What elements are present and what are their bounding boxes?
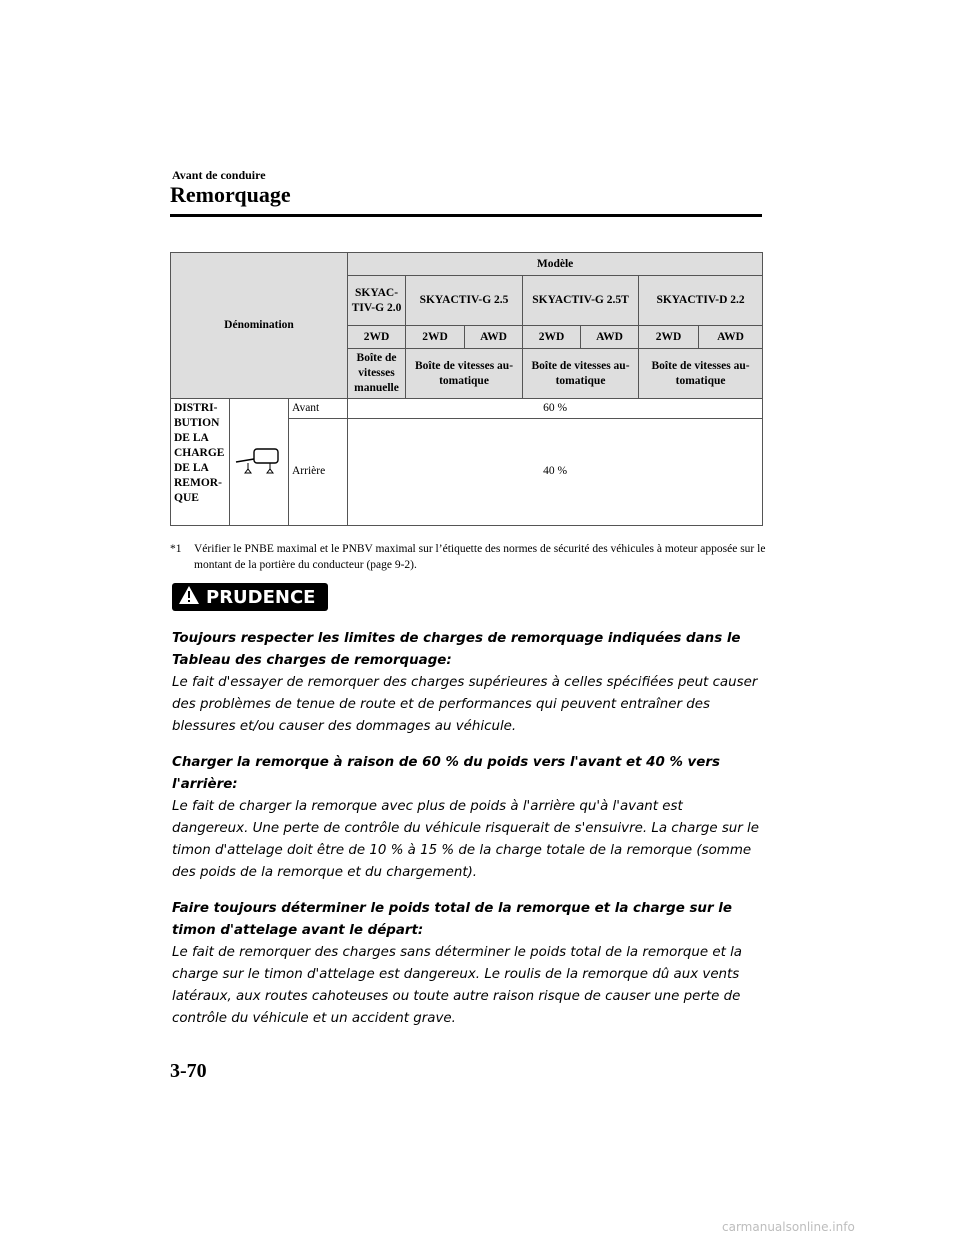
caution-paragraph [172, 898, 762, 1030]
model-header: SKYACTIV-D 2.2 [639, 276, 763, 326]
caution-heading: Toujours respecter les limites de charges de remorquage indiquées dans le Tableau des charges de remorquage: [172, 631, 741, 668]
prudence-label: PRUDENCE [206, 586, 316, 608]
denomination-header: Dénomination [171, 253, 348, 399]
drive-header: 2WD [348, 326, 406, 349]
warning-triangle-icon [178, 585, 200, 610]
caution-heading: Faire toujours déterminer le poids total de la remorque et la charge sur le timon d'attelage avant le départ: [172, 901, 732, 938]
model-header: SKYACTIV-G 2.0 [348, 276, 406, 326]
towing-spec-table [170, 252, 763, 526]
trailer-load-icon [230, 399, 289, 526]
caution-text: Le fait d'essayer de remorquer des charges supérieures à celles spécifiées peut causer des problèmes de tenue de route et de performances qui peuvent entraîner des blessures et/ou causer des dommages au véhicule. [172, 675, 758, 734]
transmission-header: Boîte de vitesses automatique [639, 349, 763, 399]
footnote [170, 542, 770, 573]
transmission-header: Boîte de vitesses automatique [406, 349, 523, 399]
page-title: Remorquage [170, 182, 291, 207]
load-value: 40 % [348, 418, 763, 525]
row-label: DISTRIBUTION DE LA CHARGE DE LA REMORQUE [171, 399, 230, 526]
drive-header: 2WD [639, 326, 699, 349]
load-value: 60 % [348, 399, 763, 419]
footnote-text: Vérifier le PNBE maximal et le PNBV maximal sur l’étiquette des normes de sécurité des véhicules à moteur apposée sur le montant de la portière du conducteur (page 9-2). [194, 543, 766, 571]
position-label: Arrière [289, 418, 348, 525]
model-header: SKYACTIV-G 2.5T [523, 276, 639, 326]
transmission-header: Boîte de vitesses manuelle [348, 349, 406, 399]
drive-header: 2WD [406, 326, 465, 349]
header-divider [170, 214, 762, 217]
caution-paragraph [172, 628, 762, 738]
footnote-mark: *1 [170, 543, 182, 555]
caution-text: Le fait de remorquer des charges sans déterminer le poids total de la remorque et la charge sur le timon d'attelage est dangereux. Le roulis de la remorque dû aux vents latéraux, aux routes cahoteuses ou toute autre raison risque de causer une perte de contrôle du véhicule et un accident grave. [172, 945, 743, 1026]
prudence-banner [172, 583, 328, 611]
caution-text: Le fait de charger la remorque avec plus de poids à l'arrière qu'à l'avant est dangereux. Une perte de contrôle du véhicule risquerait de s'ensuivre. La charge sur le timon d'attelage doit être de 10 % à 15 % de la charge totale de la remorque (somme des poids de la remorque et du chargement). [172, 799, 760, 880]
drive-header: AWD [581, 326, 639, 349]
page-number: 3-70 [170, 1060, 207, 1082]
transmission-header: Boîte de vitesses automatique [523, 349, 639, 399]
caution-heading: Charger la remorque à raison de 60 % du poids vers l'avant et 40 % vers l'arrière: [172, 755, 720, 792]
drive-header: 2WD [523, 326, 581, 349]
watermark: carmanualsonline.info [722, 1220, 855, 1234]
section-label: Avant de conduire [172, 168, 266, 182]
model-header: Modèle [348, 253, 763, 276]
caution-paragraph [172, 752, 762, 884]
drive-header: AWD [699, 326, 763, 349]
model-header: SKYACTIV-G 2.5 [406, 276, 523, 326]
drive-header: AWD [465, 326, 523, 349]
position-label: Avant [289, 399, 348, 419]
caution-body [172, 628, 762, 1044]
